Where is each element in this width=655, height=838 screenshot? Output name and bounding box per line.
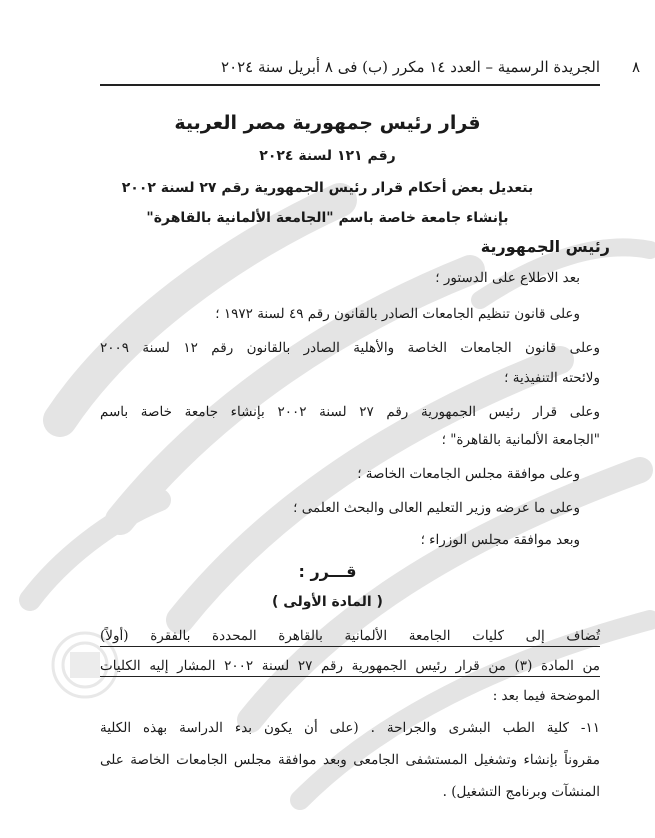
decree-title: قرار رئيس جمهورية مصر العربية xyxy=(174,112,481,134)
preamble-line: وعلى قانون الجامعات الخاصة والأهلية الصادر بالقانون رقم ١٢ لسنة ٢٠٠٩ xyxy=(100,340,600,356)
running-header xyxy=(150,58,640,76)
article-title: ( المادة الأولى ) xyxy=(272,594,383,610)
preamble-line: وبعد موافقة مجلس الوزراء ؛ xyxy=(420,532,580,548)
preamble-line: وعلى قرار رئيس الجمهورية رقم ٢٧ لسنة ٢٠٠٢ بإنشاء جامعة خاصة باسم xyxy=(100,404,600,420)
preamble-line: ولائحته التنفيذية ؛ xyxy=(504,370,600,386)
article-body-line: المنشآت وبرنامج التشغيل) . xyxy=(442,784,600,800)
decided-heading: قـــرر : xyxy=(298,562,357,581)
decree-subject-line-1: بتعديل بعض أحكام قرار رئيس الجمهورية رقم ٢٧ لسنة ٢٠٠٢ xyxy=(121,180,534,196)
article-body-line: الموضحة فيما بعد : xyxy=(492,688,600,704)
preamble-line: "الجامعة الألمانية بالقاهرة" ؛ xyxy=(441,432,600,448)
article-body-line: ١١- كلية الطب البشرى والجراحة . (على أن يكون بدء الدراسة بهذه الكلية xyxy=(100,720,600,736)
header-rule xyxy=(100,84,600,86)
president-heading: رئيس الجمهورية xyxy=(480,237,610,256)
preamble-line: وعلى قانون تنظيم الجامعات الصادر بالقانون رقم ٤٩ لسنة ١٩٧٢ ؛ xyxy=(215,306,580,322)
article-body-line: من المادة (٣) من قرار رئيس الجمهورية رقم ٢٧ لسنة ٢٠٠٢ المشار إليه الكليات xyxy=(100,658,600,677)
running-title: الجريدة الرسمية – العدد ١٤ مكرر (ب) فى ٨ أبريل سنة ٢٠٢٤ xyxy=(221,58,600,76)
page-number: ٨ xyxy=(631,58,640,76)
decree-subject-line-2: بإنشاء جامعة خاصة باسم "الجامعة الألمانية بالقاهرة" xyxy=(146,210,509,226)
article-body-line: مقروناً بإنشاء وتشغيل المستشفى الجامعى وبعد موافقة مجلس الجامعات الخاصة على xyxy=(100,752,600,768)
preamble-line: وعلى موافقة مجلس الجامعات الخاصة ؛ xyxy=(357,466,580,482)
article-body-line: تُضاف إلى كليات الجامعة الألمانية بالقاهرة المحددة بالفقرة (أولاً) xyxy=(100,628,600,647)
preamble-line: بعد الاطلاع على الدستور ؛ xyxy=(435,270,580,286)
decree-number: رقم ١٢١ لسنة ٢٠٢٤ xyxy=(259,148,396,164)
preamble-line: وعلى ما عرضه وزير التعليم العالى والبحث العلمى ؛ xyxy=(293,500,580,516)
